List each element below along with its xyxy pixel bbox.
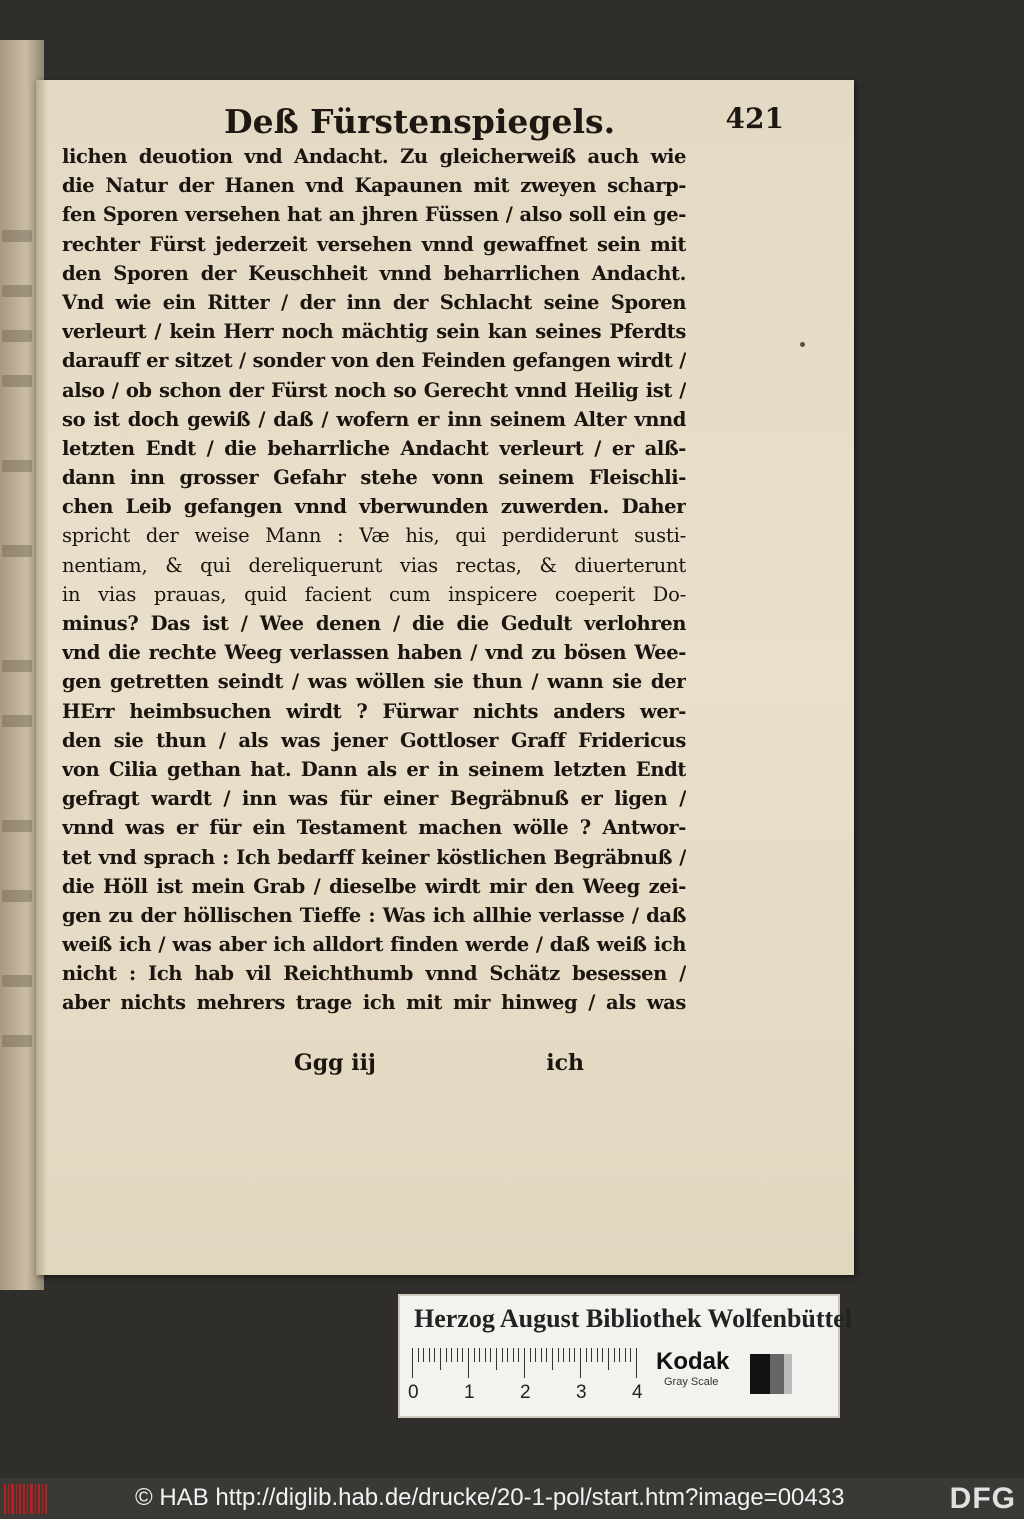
ruler-tick (479, 1348, 480, 1362)
ruler-tick (451, 1348, 452, 1362)
text-line: so ist doch gewiß / daß / wofern er inn seinem Alter vnnd (62, 407, 686, 431)
ruler-tick (586, 1348, 587, 1362)
ruler-tick (580, 1348, 581, 1378)
text-line: lichen deuotion vnd Andacht. Zu gleicherweiß auch wie (62, 145, 686, 168)
ruler-tick (619, 1348, 620, 1362)
ruler-tick (434, 1348, 435, 1362)
ink-speck (800, 342, 805, 347)
ruler-tick (518, 1348, 519, 1362)
ruler-tick (569, 1348, 570, 1362)
ruler-tick (440, 1348, 441, 1370)
ruler-tick (574, 1348, 575, 1362)
ruler-tick (563, 1348, 564, 1362)
text-line: von Cilia gethan hat. Dann als er in seinem letzten Endt (62, 757, 686, 781)
barcode-bar (30, 1484, 33, 1514)
text-line: rechter Fürst jederzeit versehen vnnd gewaffnet sein mit (62, 232, 686, 256)
running-head (224, 102, 784, 144)
ruler-tick (614, 1348, 615, 1362)
text-line: weiß ich / was aber ich alldort finden werde / daß weiß ich (62, 933, 686, 957)
text-line: vnnd was er für ein Testament machen wölle ? Antwor- (62, 816, 686, 840)
catchword: ich (546, 1050, 584, 1076)
ruler-tick (474, 1348, 475, 1362)
barcode-bar (27, 1484, 28, 1514)
text-line: letzten Endt / die beharrliche Andacht verleurt / er alß- (62, 436, 686, 460)
barcode-bar (35, 1484, 36, 1514)
barcode-bar (19, 1484, 21, 1514)
gray-scale-label: Gray Scale (664, 1376, 719, 1388)
text-line: die Natur der Hanen vnd Kapaunen mit zweyen scharp- (62, 174, 686, 198)
text-line: die Höll ist mein Grab / dieselbe wirdt mir den Weeg zei- (62, 874, 686, 898)
running-title: Deß Fürstenspiegels. (224, 102, 616, 141)
text-line: nicht : Ich hab vil Reichthumb vnnd Schätz besessen / (62, 962, 686, 986)
ruler-tick (541, 1348, 542, 1362)
color-card (398, 1294, 852, 1418)
barcode-bar (23, 1484, 25, 1514)
ruler-tick (636, 1348, 637, 1378)
copyright-url[interactable]: © HAB http://diglib.hab.de/drucke/20-1-pol/start.htm?image=00433 (135, 1484, 845, 1511)
ruler-number: 1 (464, 1382, 475, 1403)
ruler-tick (524, 1348, 525, 1378)
ruler-tick (630, 1348, 631, 1362)
ruler-tick (591, 1348, 592, 1362)
ruler-number: 2 (520, 1382, 531, 1403)
ruler-tick (457, 1348, 458, 1362)
ruler-tick (546, 1348, 547, 1362)
ruler-tick (535, 1348, 536, 1362)
text-line: den Sporen der Keuschheit vnnd beharrlichen Andacht. (62, 261, 686, 285)
ruler-tick (625, 1348, 626, 1362)
barcode-bar (8, 1484, 9, 1514)
ruler-scale (412, 1348, 642, 1378)
hab-barcode-icon (4, 1484, 48, 1514)
text-line: chen Leib gefangen vnnd vberwunden zuwerden. Daher (62, 495, 686, 519)
ruler-tick (513, 1348, 514, 1362)
ruler-tick (608, 1348, 609, 1370)
barcode-bar (4, 1484, 6, 1514)
text-line: Vnd wie ein Ritter / der inn der Schlacht seine Sporen (62, 290, 686, 314)
text-line: den sie thun / als was jener Gottloser Graff Fridericus (62, 728, 686, 752)
ruler-tick (502, 1348, 503, 1362)
barcode-bar (42, 1484, 43, 1514)
library-name: Herzog August Bibliothek Wolfenbüttel (414, 1304, 852, 1333)
catch-line (294, 1050, 624, 1082)
barcode-bar (11, 1484, 14, 1514)
ruler-tick (496, 1348, 497, 1370)
text-line: vnd die rechte Weeg verlassen haben / vnd zu bösen Wee- (62, 641, 686, 665)
ruler-tick (552, 1348, 553, 1370)
footer-bar (0, 1478, 1024, 1519)
ruler-tick (597, 1348, 598, 1362)
text-line: gen zu der höllischen Tieffe : Was ich allhie verlasse / daß (62, 903, 686, 927)
ruler-tick (468, 1348, 469, 1378)
ruler-tick (412, 1348, 413, 1378)
page-number: 421 (725, 102, 784, 135)
text-line: HErr heimbsuchen wirdt ? Fürwar nichts anders wer- (62, 699, 686, 723)
text-line: tet vnd sprach : Ich bedarff keiner köstlichen Begräbnuß / (62, 845, 686, 869)
gray-patch-light (784, 1354, 792, 1394)
text-line: verleurt / kein Herr noch mächtig sein kan seines Pferdts (62, 320, 686, 344)
dfg-logo: DFG (949, 1482, 1016, 1515)
ruler-tick (485, 1348, 486, 1362)
ruler-tick (446, 1348, 447, 1362)
ruler-number: 4 (632, 1382, 643, 1403)
body-text (62, 142, 686, 1018)
ruler-numbers (408, 1382, 648, 1406)
ruler-tick (429, 1348, 430, 1362)
ruler-tick (530, 1348, 531, 1362)
barcode-bar (45, 1484, 47, 1514)
ruler-number: 3 (576, 1382, 587, 1403)
kodak-logo: Kodak (656, 1348, 730, 1375)
text-line: gefragt wardt / inn was für einer Begräbnuß er ligen / (62, 787, 686, 811)
text-line: nentiam, & qui dereliquerunt vias rectas, & diuerterunt (62, 553, 686, 577)
signature-mark: Ggg iij (294, 1050, 376, 1076)
gray-patch-mid (770, 1354, 784, 1394)
page-gutter (36, 80, 48, 1275)
gray-patch-dark (750, 1354, 770, 1394)
ruler-tick (507, 1348, 508, 1362)
text-line: minus? Das ist / Wee denen / die die Gedult verlohren (62, 612, 686, 635)
text-line: dann inn grosser Gefahr stehe vonn seinem Fleischli- (62, 466, 686, 490)
ruler-tick (423, 1348, 424, 1362)
text-line: darauff er sitzet / sonder von den Feinden gefangen wirdt / (62, 349, 686, 373)
ruler-tick (462, 1348, 463, 1362)
barcode-bar (38, 1484, 40, 1514)
ruler-tick (490, 1348, 491, 1362)
text-line: in vias prauas, quid facient cum inspicere coeperit Do- (62, 582, 686, 606)
ruler-number: 0 (408, 1382, 419, 1403)
text-line: also / ob schon der Fürst noch so Gerecht vnnd Heilig ist / (62, 378, 686, 402)
text-line: fen Sporen versehen hat an jhren Füssen / also soll ein ge- (62, 203, 686, 227)
ruler-tick (418, 1348, 419, 1362)
text-line: gen getretten seindt / was wöllen sie thun / wann sie der (62, 670, 686, 694)
text-line: spricht der weise Mann : Væ his, qui perdiderunt susti- (62, 524, 686, 548)
ruler-tick (602, 1348, 603, 1362)
ruler-tick (558, 1348, 559, 1362)
barcode-bar (16, 1484, 17, 1514)
text-line: aber nichts mehrers trage ich mit mir hinweg / als was (62, 991, 686, 1015)
